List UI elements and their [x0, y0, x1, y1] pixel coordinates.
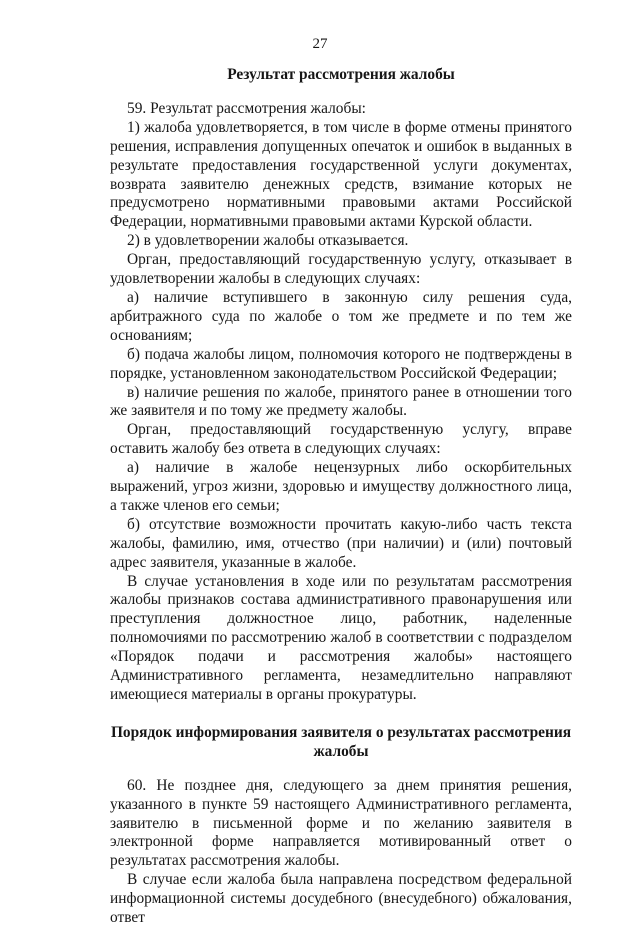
paragraph: Орган, предоставляющий государственную услугу, отказывает в удовлетворении жалобы в следующих случаях:	[110, 251, 572, 288]
paragraph: 60. Не позднее дня, следующего за днем принятия решения, указанного в пункте 59 настоящего Административного регламента, заявителю в письменной форме и по желанию заявителя в электронной форме направляется мотивированный ответ о результатах рассмотрения жалобы.	[110, 776, 572, 870]
paragraph: а) наличие вступившего в законную силу решения суда, арбитражного суда по жалобе о том же предмете и по тем же основаниям;	[110, 288, 572, 344]
paragraph: 2) в удовлетворении жалобы отказывается.	[127, 232, 409, 250]
section-heading-informing: Порядок информирования заявителя о результатах рассмотрения жалобы	[110, 723, 572, 760]
paragraph: Орган, предоставляющий государственную услугу, вправе оставить жалобу без ответа в следующих случаях:	[110, 421, 572, 458]
paragraph: 59. Результат рассмотрения жалобы:	[127, 99, 366, 117]
paragraph: б) подача жалобы лицом, полномочия которого не подтверждены в порядке, установленном законодательством Российской Федерации;	[110, 345, 572, 382]
paragraph: В случае если жалоба была направлена посредством федеральной информационной системы досудебного (внесудебного) обжалования, ответ	[110, 871, 572, 927]
page-number: 27	[312, 36, 328, 52]
paragraph: а) наличие в жалобе нецензурных либо оскорбительных выражений, угроз жизни, здоровью и имуществу должностного лица, а также членов его семьи;	[110, 459, 572, 514]
paragraph: б) отсутствие возможности прочитать какую-либо часть текста жалобы, фамилию, имя, отчество (при наличии) и (или) почтовый адрес заявителя, указанные в жалобе.	[110, 515, 572, 571]
document-body	[110, 66, 572, 928]
paragraph: в) наличие решения по жалобе, принятого ранее в отношении того же заявителя и по тому же предмету жалобы.	[110, 383, 572, 420]
section-heading-result: Результат рассмотрения жалобы	[227, 66, 455, 83]
paragraph: 1) жалоба удовлетворяется, в том числе в форме отмены принятого решения, исправления допущенных опечаток и ошибок в выданных в результате предоставления государственной услуги документах, возврата заявителю денежных средств, взимание которых не предусмотрено нормативными правовыми актами Российской Федерации, нормативными правовыми актами Курской области.	[110, 118, 572, 231]
paragraph: В случае установления в ходе или по результатам рассмотрения жалобы признаков состава административного правонарушения или преступления должностное лицо, работник, наделенные полномочиями по рассмотрению жалоб в соответствии с подразделом «Порядок подачи и рассмотрения жалобы» настоящего Административного регламента, незамедлительно направляют имеющиеся материалы в органы прокуратуры.	[110, 572, 572, 703]
